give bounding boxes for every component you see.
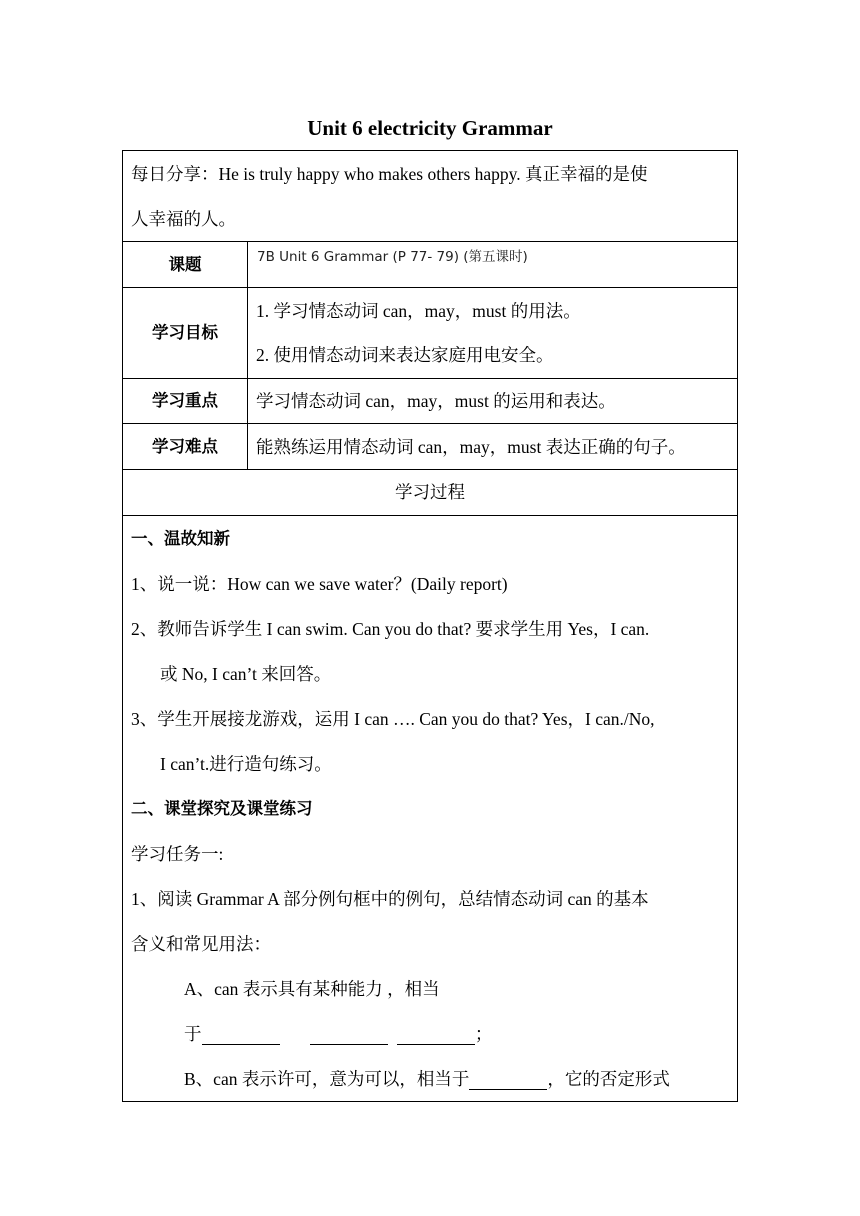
task-title: 学习任务一: (131, 844, 224, 864)
can-usage-a: A、can 表示具有某种能力 ，相当 (184, 979, 440, 999)
daily-share-line1: 每日分享：He is truly happy who makes others happy. 真正幸福的是使 (131, 164, 648, 184)
row-divider (123, 287, 737, 288)
section2-item: 1、阅读 Grammar A 部分例句框中的例句，总结情态动词 can 的基本 (131, 889, 649, 909)
difficulties-label: 学习难点 (152, 437, 218, 456)
topic-label: 课题 (168, 255, 202, 274)
can-usage-a-blanks (184, 1023, 492, 1045)
blank-prefix: 于 (184, 1024, 202, 1044)
section1-item: 2、教师告诉学生 I can swim. Can you do that? 要求学生用 Yes，I can. (131, 619, 650, 639)
row-divider (123, 378, 737, 379)
row-divider (123, 469, 737, 470)
fill-blank[interactable] (469, 1071, 547, 1090)
page-title: Unit 6 electricity Grammar (307, 116, 553, 140)
section1-item: 3、学生开展接龙游戏，运用 I can …. Can you do that? Yes，I can./No, (131, 709, 655, 729)
section2-item-cont: 含义和常见用法： (131, 934, 271, 954)
key-points-label: 学习重点 (152, 391, 218, 410)
usage-b-text: B、can 表示许可，意为可以，相当于 (184, 1069, 470, 1089)
fill-blank[interactable] (397, 1026, 475, 1045)
key-points-value: 学习情态动词 can，may，must 的运用和表达。 (256, 391, 616, 411)
fill-blank[interactable] (310, 1026, 388, 1045)
objectives-label: 学习目标 (152, 323, 218, 342)
section1-heading: 一、温故知新 (131, 529, 230, 548)
objective-item: 1. 学习情态动词 can，may，must 的用法。 (256, 301, 581, 321)
row-divider (123, 515, 737, 516)
daily-share-line2: 人幸福的人。 (131, 209, 236, 229)
topic-value: 7B Unit 6 Grammar (P 77- 79) (第五课时) (257, 249, 528, 265)
usage-b-suffix: ，它的否定形式 (547, 1069, 670, 1089)
process-header: 学习过程 (395, 482, 465, 502)
section1-item: 1、说一说：How can we save water？(Daily report) (131, 574, 508, 594)
lesson-plan-table (122, 150, 738, 1102)
column-divider (247, 241, 248, 469)
section1-item-cont: I can’t.进行造句练习。 (160, 754, 332, 774)
section1-item-cont: 或 No, I can’t 来回答。 (160, 664, 332, 684)
row-divider (123, 241, 737, 242)
fill-blank[interactable] (202, 1026, 280, 1045)
row-divider (123, 423, 737, 424)
section2-heading: 二、课堂探究及课堂练习 (131, 799, 313, 818)
difficulties-value: 能熟练运用情态动词 can，may，must 表达正确的句子。 (256, 437, 686, 457)
blank-suffix: ； (474, 1024, 493, 1044)
can-usage-b (184, 1068, 670, 1090)
objective-item: 2. 使用情态动词来表达家庭用电安全。 (256, 345, 554, 365)
